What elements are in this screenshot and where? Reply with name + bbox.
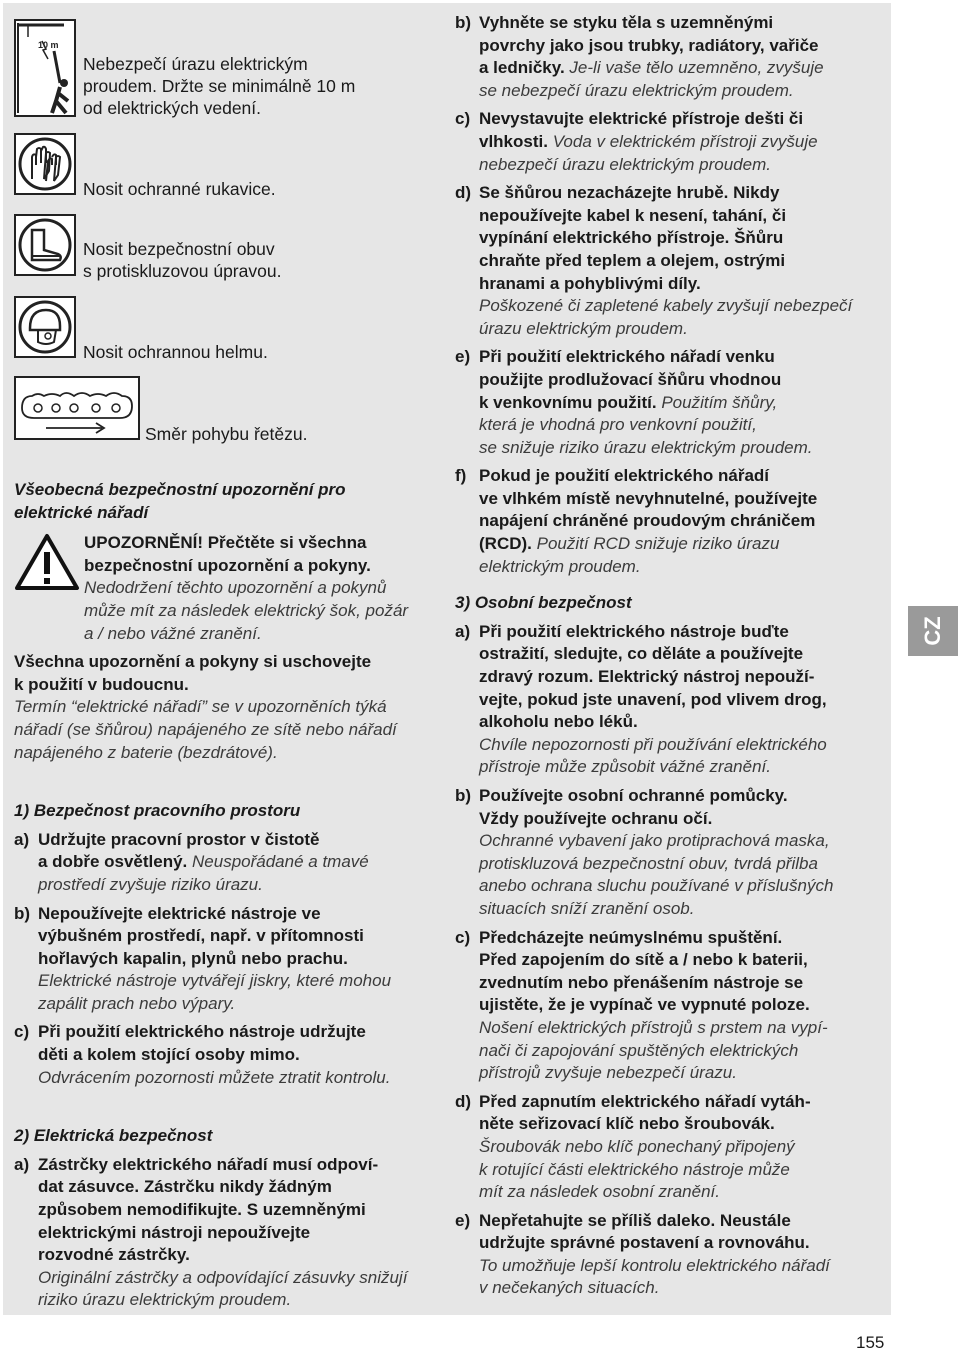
s3-c-italic-2: nači či zapojování spuštěných elektrických (479, 1040, 799, 1060)
s1-b-bold-3: hořlavých kapalin, plynů nebo prachu. (38, 948, 348, 968)
s1-a-bold-1: Udržujte pracovní prostor v čistotě (38, 829, 320, 849)
s1-item-b (14, 903, 454, 1016)
boots-icon (14, 214, 76, 276)
s2-f-bold-2: ve vlhkém místě nevyhnutelné, používejte (479, 488, 818, 508)
s2-b-bold-2: povrchy jako jsou trubky, radiátory, vařiče (479, 35, 819, 55)
s1-a-italic-2: prostředí zvyšuje riziko úrazu. (38, 874, 263, 894)
s1-b-bold-2: výbušném prostředí, např. v přítomnosti (38, 926, 364, 946)
warning-triangle-icon (14, 532, 84, 645)
warning-bold-line-1: UPOZORNĚNÍ! Přečtěte si všechna (84, 533, 367, 553)
s2-f-label: f) (455, 466, 467, 486)
s3-item-d (455, 1091, 880, 1204)
electric-warning-icon (14, 19, 76, 117)
s2-b-bold-3: a ledničky. (479, 58, 565, 78)
section-2-title: 2) Elektrická bezpečnost (14, 1126, 213, 1146)
s1-c-italic-1: Odvrácením pozornosti můžete ztratit kontrolu. (38, 1067, 391, 1087)
s2-f-italic-1: elektrickým proudem. (479, 556, 641, 576)
s2-a-italic-2: riziko úrazu elektrickým proudem. (38, 1290, 292, 1310)
language-tab (908, 606, 958, 656)
s2-item-f (455, 465, 880, 578)
s3-e-italic-2: v nečekaných situacích. (479, 1278, 660, 1298)
s1-c-bold-2: děti a kolem stojící osoby mimo. (38, 1045, 300, 1065)
gloves-text: Nosit ochranné rukavice. (83, 179, 276, 199)
s2-item-b (455, 12, 880, 102)
s3-b-label: b) (455, 786, 472, 805)
term-line-1: Termín “elektrické nářadí” se v upozorněních týká (14, 697, 387, 717)
s2-b-italic-1: se nebezpečí úrazu elektrickým proudem. (479, 80, 794, 100)
warning-italic-line-2: může mít za následek elektrický šok, požár (84, 600, 409, 620)
s3-a-bold-2: ostražití, sledujte, co děláte a používejte (479, 644, 804, 664)
language-tab-label: CZ (920, 616, 945, 646)
s3-c-bold-4: ujistěte, že je vypínač ve vypnuté poloze. (479, 995, 810, 1015)
warning-italic-line-1: Nedodržení těchto upozornění a pokynů (84, 578, 387, 598)
s2-e-bold-1: Při použití elektrického nářadí venku (479, 347, 775, 367)
warning-italic-line-3: a / nebo vážné zranění. (84, 623, 262, 643)
right-column (455, 12, 880, 1300)
s3-c-bold-1: Předcházejte neúmyslnému spuštění. (479, 927, 783, 947)
s2-b-italic-0: Je-li vaše tělo uzemněno, zvyšuje (569, 58, 824, 78)
s3-c-italic-1: Nošení elektrických přístrojů s prstem na vypí- (479, 1017, 828, 1037)
warning-block (14, 532, 454, 645)
s2-a-bold-2: dat zásuvce. Zástrčku nikdy žádným (38, 1177, 332, 1197)
s2-a-bold-5: rozvodné zástrčky. (38, 1245, 190, 1265)
s1-c-bold-1: Při použití elektrického nástroje udržujte (38, 1022, 366, 1042)
s1-c-label: c) (14, 1022, 30, 1042)
s2-item-d (455, 182, 880, 340)
s1-item-c (14, 1021, 454, 1089)
s2-item-e (455, 346, 880, 459)
s3-e-label: e) (455, 1210, 471, 1230)
s3-d-italic-3: mít za následek osobní zranění. (479, 1182, 720, 1202)
s2-b-bold-1: Vyhněte se styku těla s uzemněnými (479, 13, 774, 32)
s3-d-italic-2: k rotující části elektrického nástroje může (479, 1159, 790, 1179)
s1-a-label: a) (14, 829, 30, 849)
s2-d-bold-1: Se šňůrou nezacházejte hrubě. Nikdy (479, 183, 780, 203)
s3-b-bold-1: Používejte osobní ochranné pomůcky. (479, 786, 788, 805)
electric-line-3: od elektrických vedení. (83, 98, 262, 118)
electric-line-2: proudem. Držte se minimálně 10 m (83, 76, 356, 96)
s3-d-label: d) (455, 1091, 472, 1111)
term-line-2: nářadí (se šňůrou) napájeného ze sítě nebo nářadí (14, 719, 397, 739)
left-column (14, 479, 454, 1312)
s2-a-bold-3: způsobem nemodifikujte. S uzemněnými (38, 1200, 366, 1220)
s2-d-label: d) (455, 183, 472, 203)
s2-f-bold-3: napájení chráněné proudovým chráničem (479, 511, 816, 531)
s3-a-bold-3: zdravý rozum. Elektrický nástroj nepouží- (479, 667, 815, 687)
s1-b-italic-1: Elektrické nástroje vytvářejí jiskry, které mohou (38, 971, 392, 991)
s3-c-bold-3: zvednutím nebo přenášením nástroje se (479, 972, 804, 992)
keep-line-1: Všechna upozornění a pokyny si uschovejte (14, 652, 372, 672)
distance-label: 10 m (38, 40, 59, 50)
s2-d-bold-5: hranami a pohyblivými díly. (479, 273, 701, 293)
electric-line-1: Nebezpečí úrazu elektrickým (83, 54, 308, 74)
boots-line-2: s protiskluzovou úpravou. (83, 261, 282, 281)
s3-a-bold-5: alkoholu nebo léků. (479, 712, 638, 732)
s2-a-label: a) (14, 1154, 30, 1174)
s2-b-label: b) (455, 13, 472, 32)
chain-text: Směr pohybu řetězu. (145, 424, 308, 444)
s3-c-italic-3: přístrojů zvyšuje nebezpečí úrazu. (479, 1063, 737, 1083)
warning-bold-line-2: bezpečnostní upozornění a pokyny. (84, 555, 371, 575)
s3-b-italic-1: Ochranné vybavení jako protiprachová maska, (479, 831, 830, 851)
general-title-line-1: Všeobecná bezpečnostní upozornění pro (14, 480, 346, 499)
helmet-icon (14, 296, 76, 358)
s2-f-bold-4: (RCD). (479, 534, 532, 554)
s3-b-bold-2: Vždy používejte ochranu očí. (479, 808, 713, 828)
s3-b-italic-2: protiskluzová bezpečnostní obuv, tvrdá přilba (479, 853, 818, 873)
s2-c-bold-1: Nevystavujte elektrické přístroje dešti či (479, 109, 804, 129)
s2-item-c (455, 108, 880, 176)
s2-c-bold-2: vlhkosti. (479, 131, 548, 151)
s2-e-bold-2: použijte prodlužovací šňůru vhodnou (479, 369, 782, 389)
s2-e-italic-2: se snižuje riziko úrazu elektrickým proudem. (479, 437, 813, 457)
s1-b-bold-1: Nepoužívejte elektrické nástroje ve (38, 903, 321, 923)
s1-item-a (14, 829, 454, 897)
s2-d-italic-1: Poškozené či zapletené kabely zvyšují nebezpečí (479, 296, 853, 316)
boots-text (83, 238, 281, 282)
s3-a-bold-1: Při použití elektrického nástroje buďte (479, 621, 789, 641)
s3-d-bold-1: Před zapnutím elektrického nářadí vytáh- (479, 1091, 811, 1111)
s1-b-label: b) (14, 903, 31, 923)
gloves-icon (14, 133, 76, 195)
s3-item-a (455, 621, 880, 779)
section-3-title: 3) Osobní bezpečnost (455, 593, 632, 613)
s3-b-italic-4: situacích sníží zranění osob. (479, 898, 695, 918)
s2-e-italic-0: Použitím šňůry, (661, 392, 778, 412)
s3-a-italic-2: přístroje může způsobit vážné zranění. (479, 757, 771, 777)
s2-a-bold-4: elektrickými nástroji nepoužívejte (38, 1222, 311, 1242)
s2-a-italic-1: Originální zástrčky a odpovídající zásuvky snižují (38, 1267, 408, 1287)
page-number: 155 (856, 1333, 885, 1352)
s1-a-bold-2: a dobře osvětlený. (38, 852, 188, 872)
boots-line-1: Nosit bezpečnostní obuv (83, 239, 275, 259)
s2-c-italic-1: nebezpečí úrazu elektrickým proudem. (479, 154, 771, 174)
s3-item-c (455, 927, 880, 1085)
s2-c-italic-0: Voda v elektrickém přístroji zvyšuje (552, 131, 818, 151)
s1-a-italic-1: Neuspořádané a tmavé (192, 852, 369, 872)
s3-item-e (455, 1210, 880, 1300)
s3-e-italic-1: To umožňuje lepší kontrolu elektrického nářadí (479, 1255, 830, 1275)
s3-e-bold-1: Nepřetahujte se příliš daleko. Neustále (479, 1210, 791, 1230)
s2-e-italic-1: která je vhodná pro venkovní použití, (479, 415, 757, 435)
s2-c-label: c) (455, 109, 471, 129)
s3-d-bold-2: něte seřizovací klíč nebo šroubovák. (479, 1114, 775, 1134)
s2-f-bold-1: Pokud je použití elektrického nářadí (479, 466, 770, 486)
section-1-title: 1) Bezpečnost pracovního prostoru (14, 801, 301, 821)
s3-c-label: c) (455, 927, 471, 947)
s3-a-italic-1: Chvíle nepozornosti při používání elektrického (479, 734, 827, 754)
s2-d-bold-2: nepoužívejte kabel k nesení, tahání, či (479, 205, 787, 225)
s2-d-italic-2: úrazu elektrickým proudem. (479, 318, 688, 338)
s2-item-a (14, 1154, 454, 1312)
s3-item-b (455, 785, 880, 921)
s2-d-bold-4: chraňte před teplem a olejem, ostrými (479, 250, 786, 270)
helmet-text: Nosit ochrannou helmu. (83, 342, 268, 362)
term-line-3: napájeného z baterie (bezdrátové). (14, 742, 278, 762)
s3-d-italic-1: Šroubovák nebo klíč ponechaný připojený (479, 1136, 795, 1156)
chain-direction-icon (14, 376, 140, 440)
s3-c-bold-2: Před zapojením do sítě a / nebo k baterii, (479, 950, 808, 970)
s1-b-italic-2: zapálit prach nebo výpary. (38, 993, 236, 1013)
s2-f-italic-0: Použití RCD snižuje riziko úrazu (536, 534, 780, 554)
s2-d-bold-3: vypínání elektrického přístroje. Šňůru (479, 228, 784, 248)
s2-e-bold-3: k venkovnímu použití. (479, 392, 657, 412)
keep-line-2: k použití v budoucnu. (14, 674, 189, 694)
electric-warning-text (83, 53, 355, 119)
s2-e-label: e) (455, 347, 471, 367)
s3-a-bold-4: vejte, pokud jste unavení, pod vlivem drog, (479, 689, 827, 709)
s2-a-bold-1: Zástrčky elektrického nářadí musí odpoví- (38, 1154, 379, 1174)
s3-b-italic-3: anebo ochrana sluchu používané v příslušných (479, 876, 834, 896)
s3-e-bold-2: udržujte správné postavení a rovnováhu. (479, 1233, 810, 1253)
s3-a-label: a) (455, 621, 471, 641)
general-title-line-2: elektrické nářadí (14, 502, 149, 522)
